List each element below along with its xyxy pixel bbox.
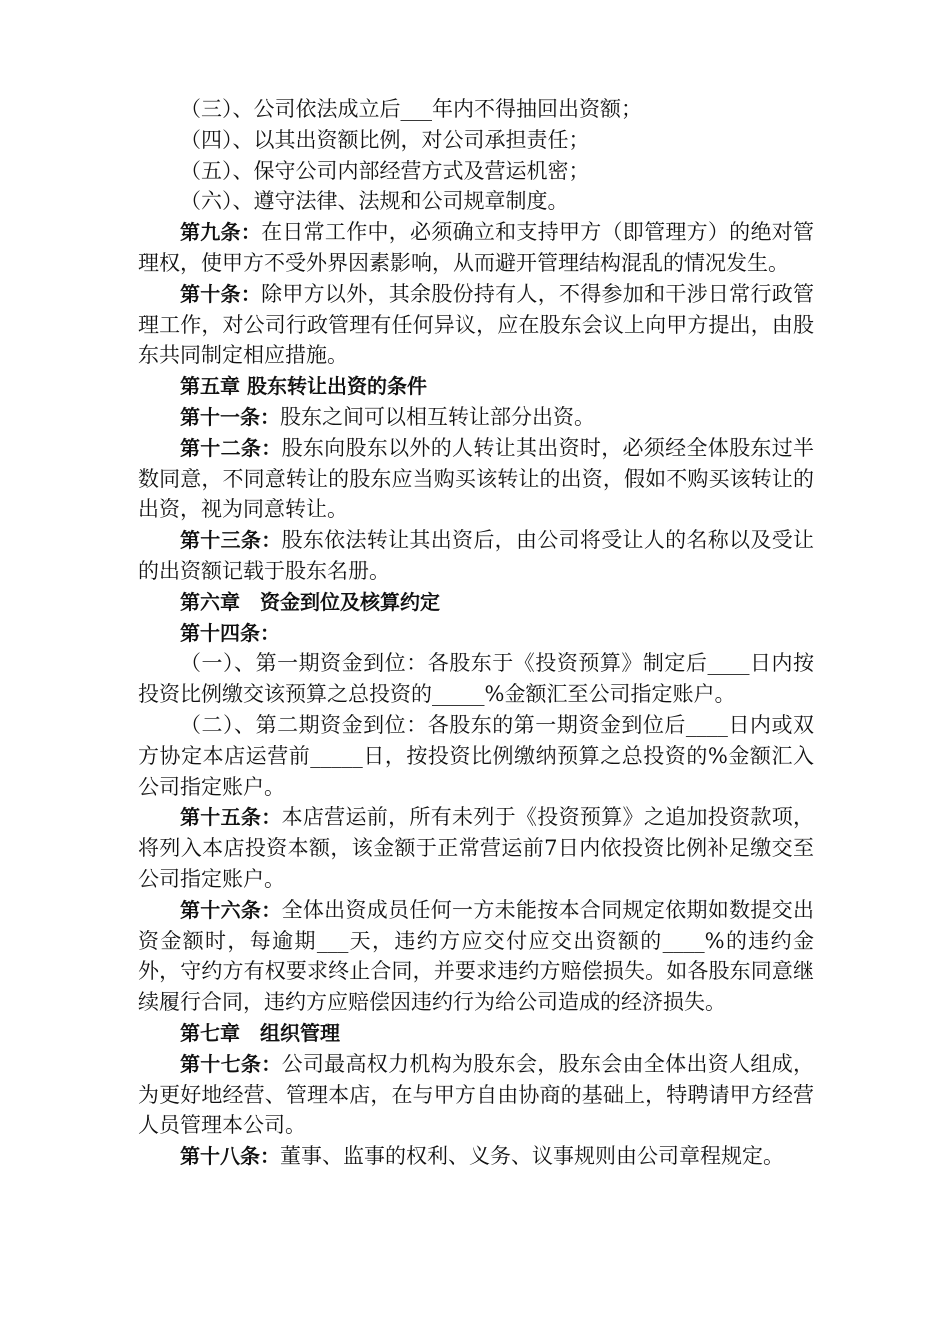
article-label: 第十四条： [180, 620, 280, 645]
chapter-6-heading: 第六章 资金到位及核算约定 [180, 589, 440, 614]
article-14 [138, 618, 814, 649]
article-9 [138, 217, 814, 279]
item-6 [138, 186, 814, 217]
article-label: 第十一条： [180, 404, 280, 429]
article-label: 第九条： [180, 220, 262, 245]
chapter-7-heading: 第七章 组织管理 [180, 1020, 340, 1045]
article-label: 第十二条： [180, 435, 282, 460]
article-text: 本店营运前，所有未列于《投资预算》之追加投资款项，将列入本店投资本额，该金额于正常营运前7日内依投资比例补足缴交至公司指定账户。 [138, 805, 815, 891]
item-5 [138, 156, 814, 187]
item-text: （三）、公司依法成立后___年内不得抽回出资额； [180, 97, 642, 121]
article-16 [138, 895, 814, 1018]
article-label: 第十条： [180, 281, 262, 306]
article-label: 第十七条： [180, 1051, 282, 1076]
article-13 [138, 525, 814, 587]
chapter-5-heading: 第五章 股东转让出资的条件 [180, 374, 427, 399]
article-text: 公司最高权力机构为股东会，股东会由全体出资人组成，为更好地经营、管理本店，在与甲方自由协商的基础上，特聘请甲方经营人员管理本公司。 [138, 1051, 815, 1138]
item-text: （五）、保守公司内部经营方式及营运机密； [180, 158, 590, 183]
item-1 [138, 648, 814, 710]
article-label: 第十八条： [180, 1144, 280, 1169]
item-3 [138, 94, 814, 125]
item-text: （一）、第一期资金到位：各股东于《投资预算》制定后____日内按投资比例缴交该预算之总投资的_____%金额汇至公司指定账户。 [138, 651, 814, 707]
article-17 [138, 1049, 814, 1141]
article-text: 股东依法转让其出资后，由公司将受让人的名称以及受让的出资额记载于股东名册。 [138, 528, 815, 583]
article-text: 董事、监事的权利、义务、议事规则由公司章程规定。 [280, 1144, 784, 1169]
article-text: 除甲方以外，其余股份持有人，不得参加和干涉日常行政管理工作，对公司行政管理有任何异议，应在股东会议上向甲方提出，由股东共同制定相应措施。 [138, 281, 815, 368]
article-text: 股东之间可以相互转让部分出资。 [280, 404, 595, 429]
item-text: （四）、以其出资额比例，对公司承担责任； [180, 127, 590, 152]
article-15 [138, 802, 814, 894]
article-label: 第十五条： [180, 805, 282, 830]
article-12 [138, 433, 814, 525]
article-text: 股东向股东以外的人转让其出资时，必须经全体股东过半数同意，不同意转让的股东应当购买该转让的出资，假如不购买该转让的出资，视为同意转让。 [138, 435, 815, 522]
article-text: 在日常工作中，必须确立和支持甲方（即管理方）的绝对管理权，使甲方不受外界因素影响，从而避开管理结构混乱的情况发生。 [138, 220, 815, 275]
article-text: 全体出资成员任何一方未能按本合同规定依期如数提交出资金额时，每逾期___天，违约方应交付应交出资额的____%的违约金外，守约方有权要求终止合同，并要求违约方赔偿损失。如各股东同意继续履行合同，违约方应赔偿因违约行为给公司造成的经济损失。 [138, 897, 815, 1015]
article-label: 第十三条： [180, 528, 282, 553]
article-10 [138, 279, 814, 371]
item-text: （二）、第二期资金到位：各股东的第一期资金到位后____日内或双方协定本店运营前_____日，按投资比例缴纳预算之总投资的%金额汇入公司指定账户。 [138, 712, 814, 799]
article-18 [138, 1141, 814, 1172]
item-text: （六）、遵守法律、法规和公司规章制度。 [180, 189, 569, 214]
item-2 [138, 710, 814, 802]
article-label: 第十六条： [180, 897, 282, 922]
item-4 [138, 125, 814, 156]
document-body [138, 94, 814, 1172]
article-11 [138, 402, 814, 433]
